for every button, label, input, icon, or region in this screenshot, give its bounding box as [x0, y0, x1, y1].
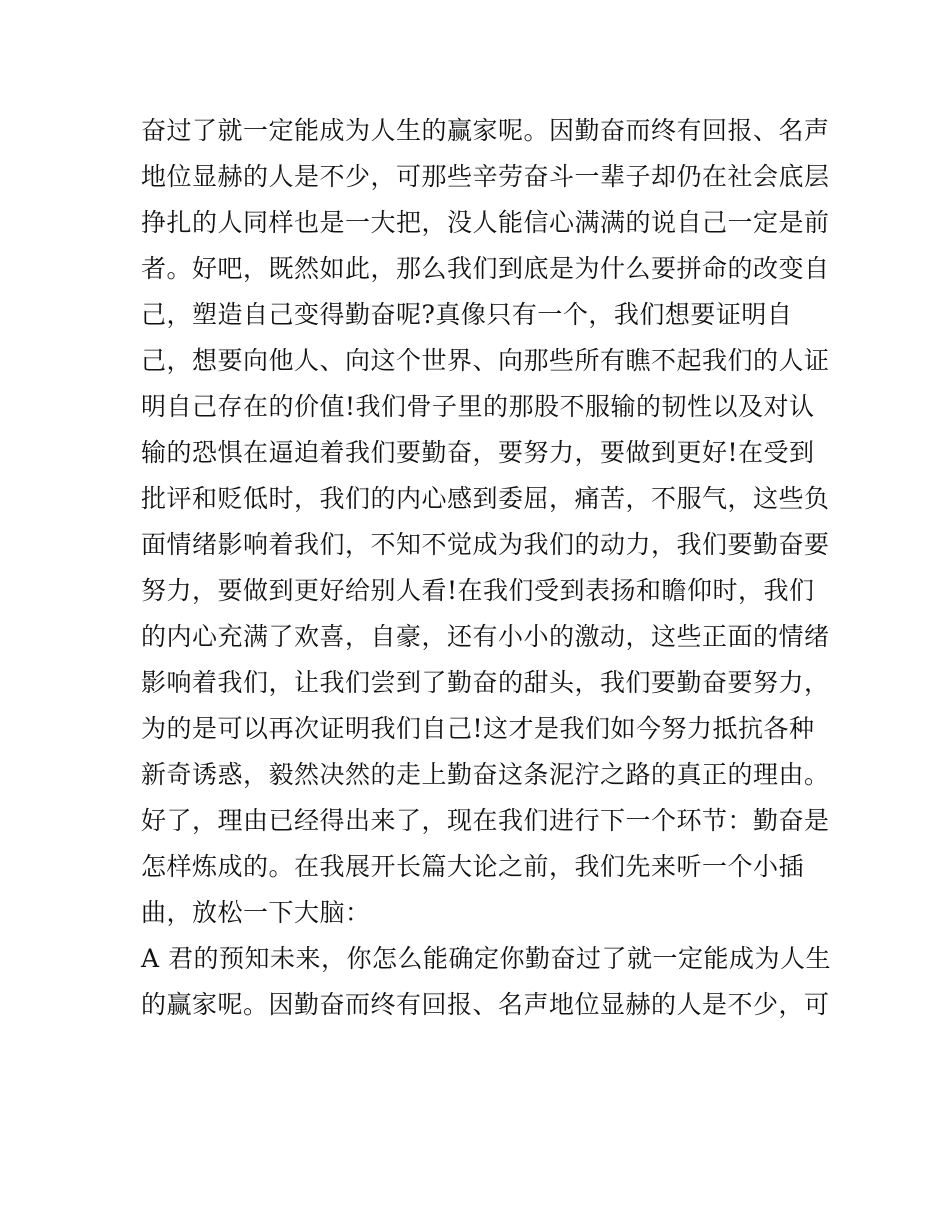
- text-line: 明自己存在的价值!我们骨子里的那股不服输的韧性以及对认: [141, 392, 815, 421]
- text-line: 为的是可以再次证明我们自己!这才是我们如今努力抵抗各种: [141, 714, 815, 743]
- text-line: 面情绪影响着我们，不知不觉成为我们的动力，我们要勤奋要: [141, 530, 830, 559]
- text-line: 奋过了就一定能成为人生的赢家呢。因勤奋而终有回报、名声: [141, 116, 830, 145]
- text-line: 挣扎的人同样也是一大把，没人能信心满满的说自己一定是前: [141, 208, 830, 237]
- text-line: 输的恐惧在逼迫着我们要勤奋，要努力，要做到更好!在受到: [141, 438, 815, 467]
- text-line: 的内心充满了欢喜，自豪，还有小小的激动，这些正面的情绪: [141, 622, 830, 651]
- text-line: 地位显赫的人是不少，可那些辛劳奋斗一辈子却仍在社会底层: [141, 162, 830, 191]
- text-line: 己，想要向他人、向这个世界、向那些所有瞧不起我们的人证: [141, 346, 830, 375]
- text-line: A 君的预知未来，你怎么能确定你勤奋过了就一定能成为人生: [141, 944, 832, 973]
- text-line: 曲，放松一下大脑：: [141, 898, 371, 927]
- text-line: 新奇诱惑，毅然决然的走上勤奋这条泥泞之路的真正的理由。: [141, 760, 830, 789]
- body-text: [141, 108, 832, 1028]
- text-line: 己，塑造自己变得勤奋呢?真像只有一个，我们想要证明自: [141, 300, 793, 329]
- text-line: 者。好吧，既然如此，那么我们到底是为什么要拼命的改变自: [141, 254, 830, 283]
- text-line: 怎样炼成的。在我展开长篇大论之前，我们先来听一个小插: [141, 852, 805, 881]
- text-line: 努力，要做到更好给别人看!在我们受到表扬和瞻仰时，我们: [141, 576, 815, 605]
- text-line: 批评和贬低时，我们的内心感到委屈，痛苦，不服气，这些负: [141, 484, 830, 513]
- text-line: 好了，理由已经得出来了，现在我们进行下一个环节：勤奋是: [141, 806, 830, 835]
- text-line: 的赢家呢。因勤奋而终有回报、名声地位显赫的人是不少，可: [141, 990, 830, 1019]
- text-line: 影响着我们，让我们尝到了勤奋的甜头，我们要勤奋要努力，: [141, 668, 830, 697]
